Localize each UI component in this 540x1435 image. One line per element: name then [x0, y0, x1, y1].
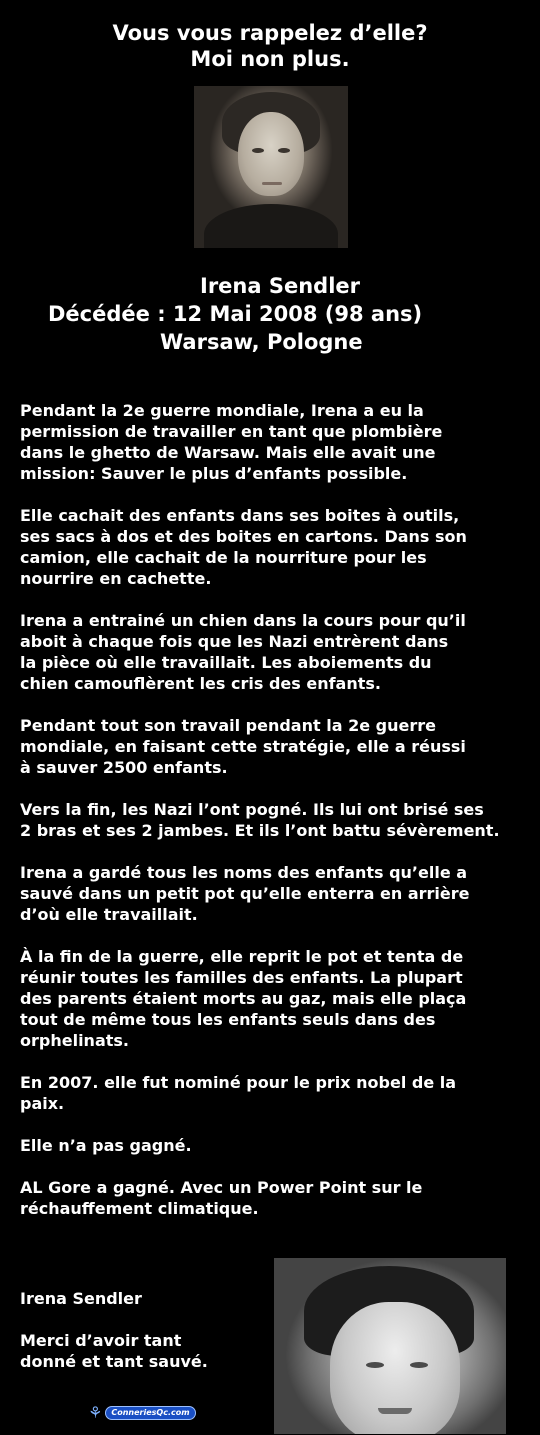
paragraph: Pendant la 2e guerre mondiale, Irena a eu la permission de travailler en tant que plombière dans le ghetto de Warsaw. Mais elle avait une mission: Sauver le plus d’enfants possible. [20, 401, 443, 483]
paragraph: Vers la fin, les Nazi l’ont pogné. Ils lui ont brisé ses 2 bras et ses 2 jambes. Et ils l’ont battu sévèrement. [20, 800, 500, 840]
paragraph: À la fin de la guerre, elle reprit le pot et tenta de réunir toutes les familles des enfants. La plupart des parents étaient morts au gaz, mais elle plaça tout de même tous les enfants seuls dans des orphelinats. [20, 947, 467, 1050]
paragraph: Elle n’a pas gagné. [20, 1136, 192, 1155]
flower-icon: ⚘ [88, 1403, 103, 1422]
thanks-message: Merci d’avoir tant donné et tant sauvé. [20, 1331, 208, 1371]
death-place: Warsaw, Pologne [160, 330, 363, 354]
header-line-1: Vous vous rappelez d’elle? [112, 21, 428, 45]
paragraph: Pendant tout son travail pendant la 2e guerre mondiale, en faisant cette stratégie, elle a réussi à sauver 2500 enfants. [20, 716, 466, 777]
paragraph: Elle cachait des enfants dans ses boites à outils, ses sacs à dos et des boites en cartons. Dans son camion, elle cachait de la nourriture pour les nourrire en cachette. [20, 506, 467, 588]
story-text [20, 400, 540, 1240]
watermark-logo [88, 1402, 196, 1424]
person-name: Irena Sendler [200, 274, 360, 298]
paragraph: AL Gore a gagné. Avec un Power Point sur le réchauffement climatique. [20, 1178, 423, 1218]
header [0, 20, 540, 72]
watermark-text: ConneriesQc.com [105, 1406, 195, 1420]
paragraph: En 2007. elle fut nominé pour le prix nobel de la paix. [20, 1073, 457, 1113]
death-date: Décédée : 12 Mai 2008 (98 ans) [48, 302, 423, 326]
signature-block [20, 1288, 208, 1372]
signature-name: Irena Sendler [20, 1289, 142, 1308]
paragraph: Irena a entrainé un chien dans la cours pour qu’il aboit à chaque fois que les Nazi entrèrent dans la pièce où elle travaillait. Les aboiements du chien camouflèrent les cris des enfants. [20, 611, 466, 693]
portrait-photo-elderly [274, 1258, 506, 1434]
portrait-photo-young [194, 86, 348, 248]
header-line-2: Moi non plus. [190, 47, 350, 71]
paragraph: Irena a gardé tous les noms des enfants qu’elle a sauvé dans un petit pot qu’elle enterra en arrière d’où elle travaillait. [20, 863, 470, 924]
